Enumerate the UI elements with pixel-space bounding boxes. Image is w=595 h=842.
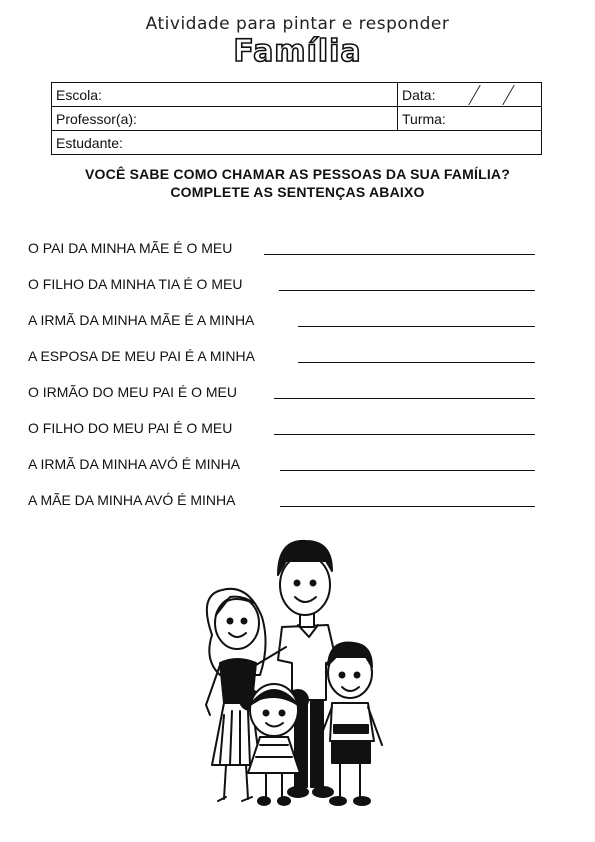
answer-blank[interactable]	[279, 290, 535, 291]
school-label: Escola:	[56, 87, 102, 103]
date-label: Data:	[402, 87, 436, 103]
student-label: Estudante:	[56, 135, 123, 151]
teacher-label: Professor(a):	[56, 111, 137, 127]
sentence-text: A MÃE DA MINHA AVÓ É MINHA	[28, 492, 236, 508]
answer-blank[interactable]	[274, 434, 535, 435]
sentence-text: A ESPOSA DE MEU PAI É A MINHA	[28, 348, 255, 364]
family-illustration	[190, 535, 390, 820]
answer-blank[interactable]	[280, 470, 535, 471]
answer-blank[interactable]	[274, 398, 535, 399]
date-separator-2	[502, 85, 515, 105]
answer-blank[interactable]	[264, 254, 535, 255]
info-row-student	[52, 131, 541, 154]
worksheet-subtitle: Atividade para pintar e responder	[145, 14, 450, 34]
student-field[interactable]	[52, 131, 541, 154]
instructions-heading	[30, 165, 565, 201]
class-label: Turma:	[402, 111, 446, 127]
sentence-text: O IRMÃO DO MEU PAI É O MEU	[28, 384, 237, 400]
student-info-table	[51, 82, 542, 155]
info-row-school	[52, 83, 541, 107]
sentence-text: O FILHO DA MINHA TIA É O MEU	[28, 276, 243, 292]
teacher-field[interactable]	[52, 107, 398, 130]
info-row-teacher	[52, 107, 541, 131]
class-field[interactable]	[398, 107, 541, 130]
instructions-task: COMPLETE AS SENTENÇAS ABAIXO	[170, 184, 425, 200]
sentence-text: O FILHO DO MEU PAI É O MEU	[28, 420, 233, 436]
date-field[interactable]	[398, 83, 541, 106]
instructions-question: VOCÊ SABE COMO CHAMAR AS PESSOAS DA SUA FAMÍLIA?	[85, 166, 510, 182]
answer-blank[interactable]	[280, 506, 535, 507]
worksheet-title: Família	[233, 34, 362, 69]
sentence-text: A IRMÃ DA MINHA AVÓ É MINHA	[28, 456, 241, 472]
answer-blank[interactable]	[298, 326, 535, 327]
answer-blank[interactable]	[298, 362, 535, 363]
date-separator-1	[468, 85, 481, 105]
school-field[interactable]	[52, 83, 398, 106]
sentence-text: A IRMÃ DA MINHA MÃE É A MINHA	[28, 312, 255, 328]
sentence-text: O PAI DA MINHA MÃE É O MEU	[28, 240, 233, 256]
